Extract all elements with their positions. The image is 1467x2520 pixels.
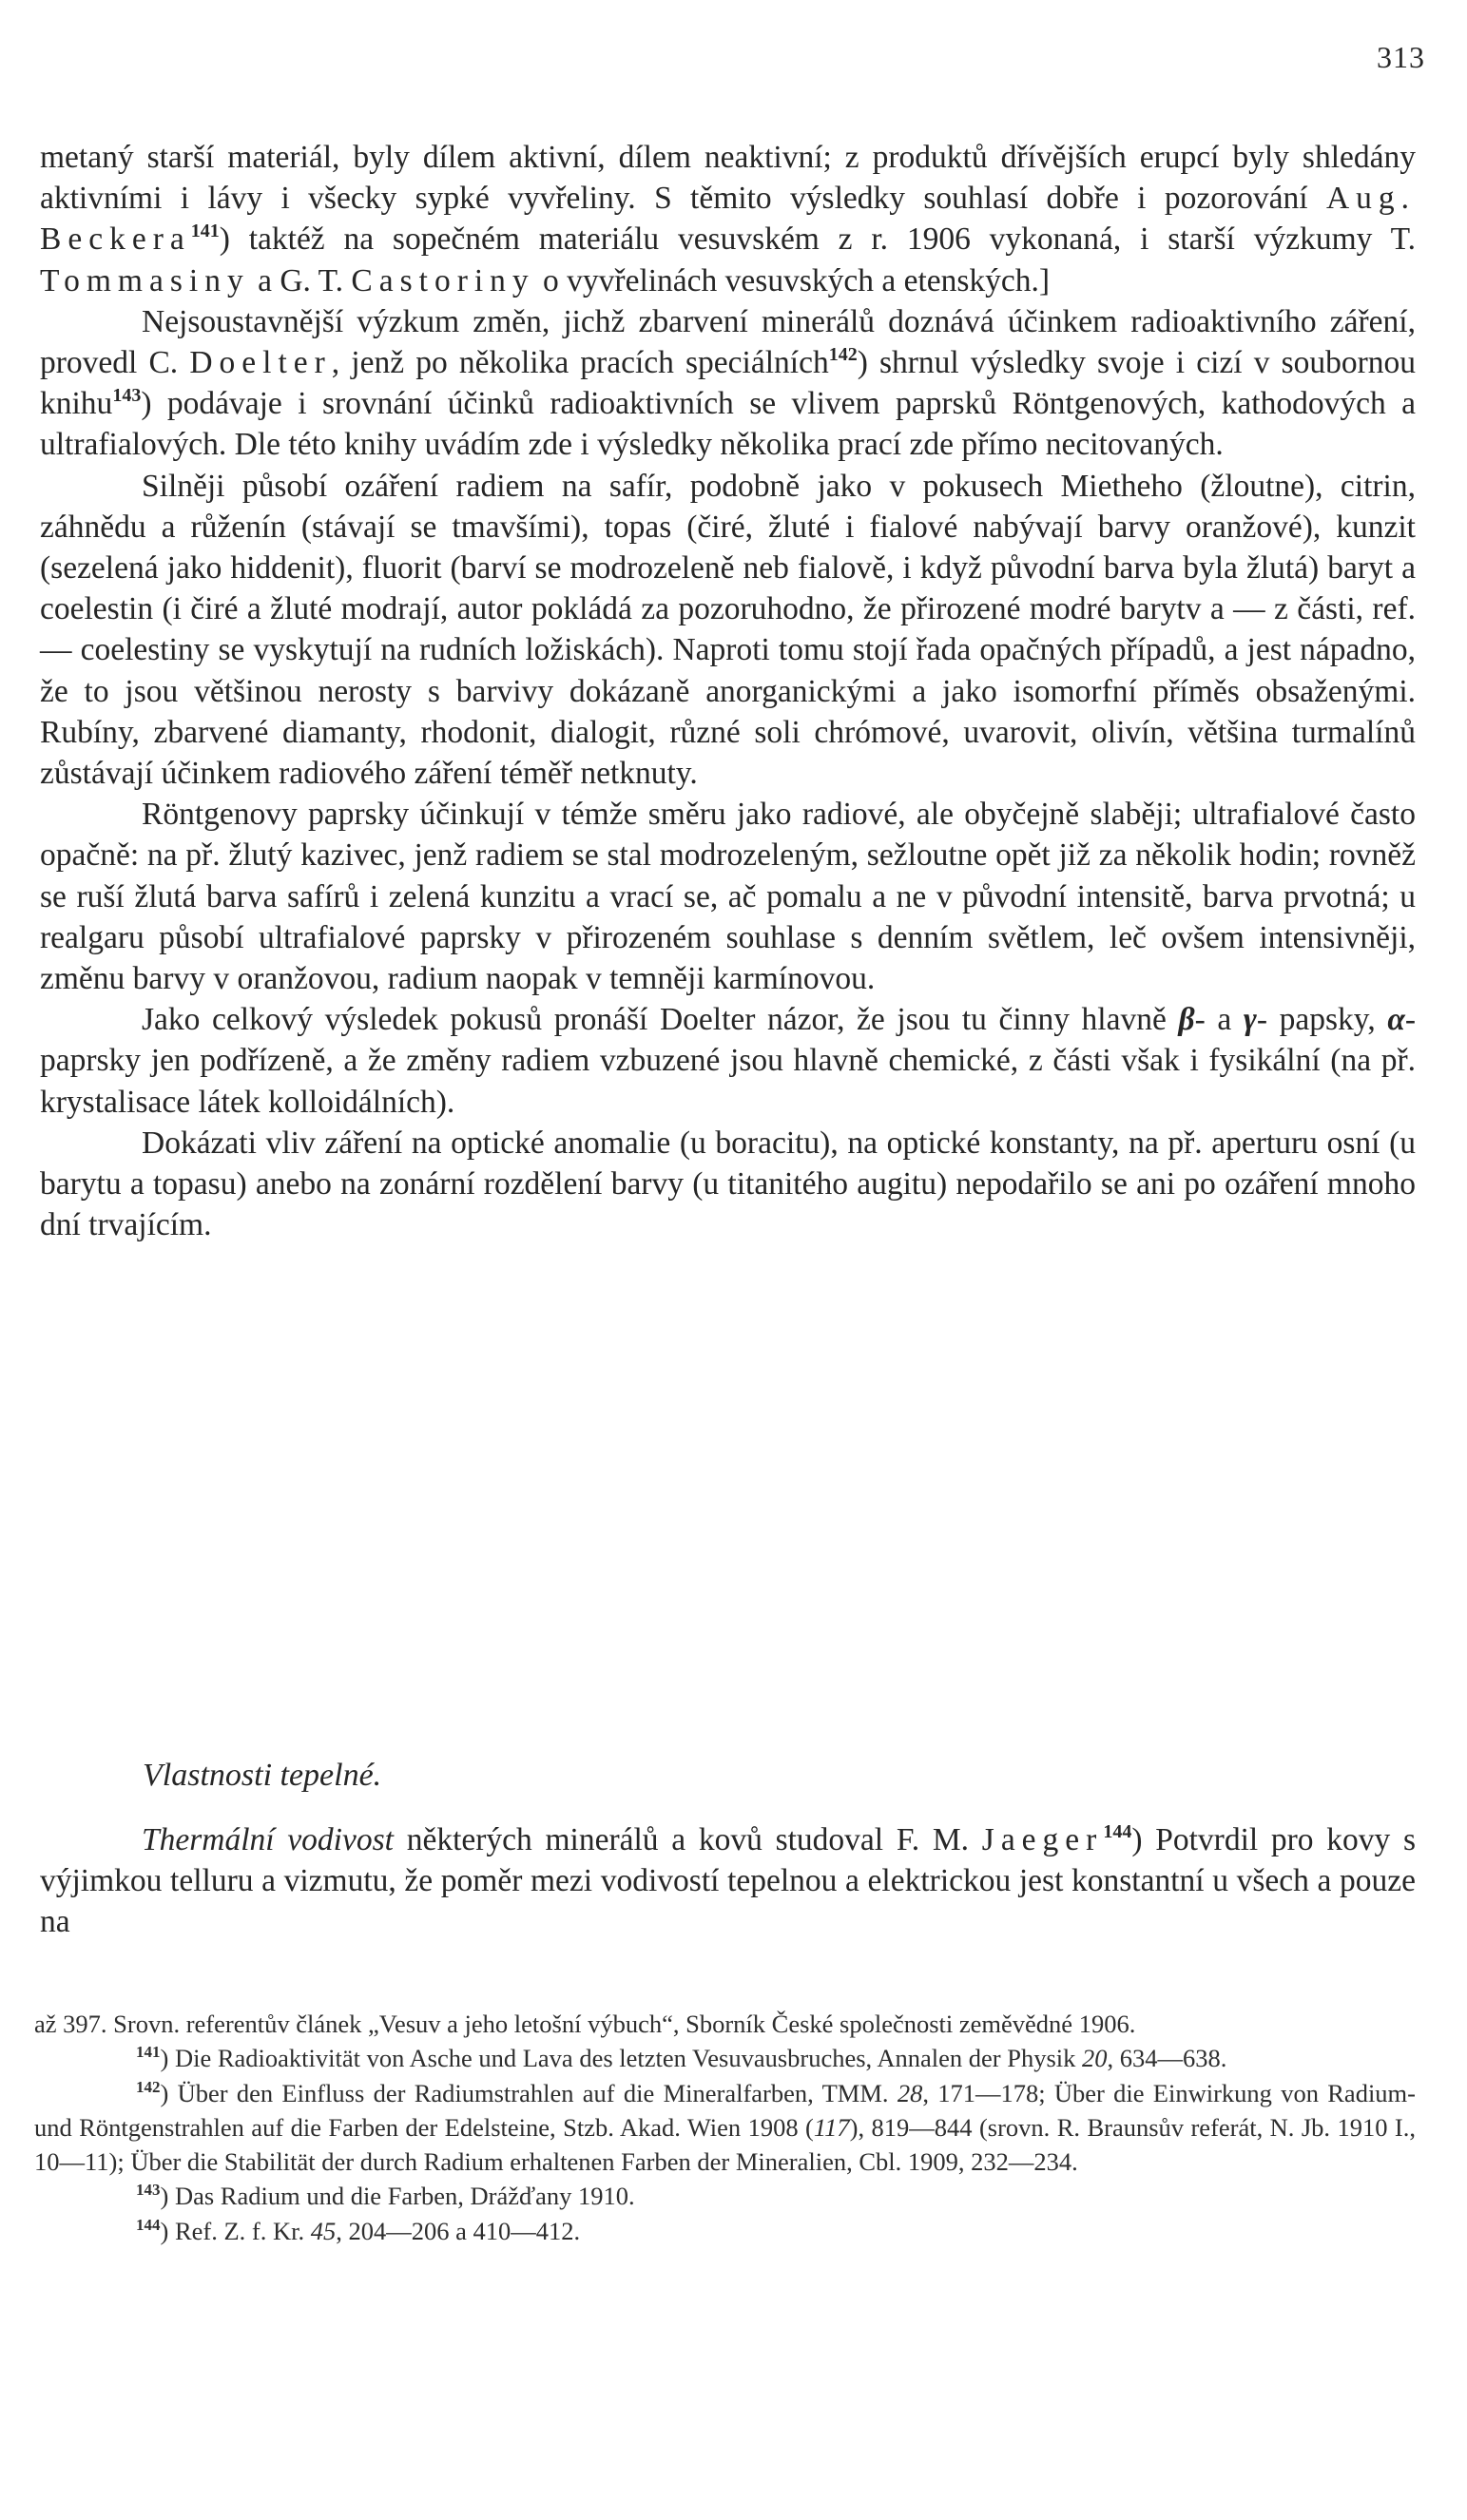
footnote-141-text-2: , 634—638. <box>1107 2044 1227 2073</box>
paragraph-1-text-4: o vyvřelinách vesuvských a etenských.] <box>543 262 1051 298</box>
paragraph-5-text-1: Jako celkový výsledek pokusů pronáší Doelter názor, že jsou tu činny hlavně <box>142 1002 1167 1038</box>
footnote-142-text-1: ) Über den Einfluss der Radiumstrahlen auf die Mineralfarben, TMM. <box>160 2078 889 2107</box>
greek-alpha: α <box>1387 1002 1405 1038</box>
author-name-doelter: Doelter <box>189 345 332 381</box>
footnote-144-volume: 45 <box>310 2216 337 2245</box>
section-text <box>40 1819 1416 1943</box>
paragraph-1-text-3: a G. T. <box>258 262 344 298</box>
paragraph-1-line-2: dřívějších erupcí byly shledány aktivními i lávy i všecky sypké vyvřeliny. <box>40 140 1416 217</box>
paragraph-5 <box>40 999 1416 1123</box>
paragraph-1-line-1: metaný starší materiál, byly dílem aktivní, dílem neaktivní; z produktů <box>40 140 988 175</box>
footnote-ref-143: 143 <box>112 385 142 407</box>
paragraph-4: Röntgenovy paprsky účinkují v témže směru jako radiové, ale obyčejně slaběji; ultrafialové často opačně: na př. žlutý kazivec, jenž radiem se stal modrozeleným, sežloutne opět již za několik hodin; rovněž se ruší žlutá barva safírů i zelená kunzitu a vrací se, ač pomalu a ne v původní intensitě, barva prvotná; u realgaru působí ultrafialové paprsky v přirozeném souhlase s denním světlem, leč ovšem intensivněji, změnu barvy v oranžovou, radium naopak v temněji karmínovou. <box>40 797 1416 997</box>
paragraph-2-text-4: ) podávaje i srovnání účinků radioaktivních se vlivem paprsků Röntgenových, kathodových a ultrafialových. Dle této knihy uvádím zde i výsledky několika prací zde přímo necitovaných. <box>40 386 1416 463</box>
greek-gamma: γ <box>1243 1002 1257 1038</box>
footnote-141-volume: 20 <box>1082 2044 1108 2073</box>
footnote-continuation: až 397. Srovn. referentův článek „Vesuv a jeho letošní výbuch“, Sborník České společnosti zeměvědné 1906. <box>34 2010 1136 2038</box>
footnote-142-text-2: , 171—178; Über die Einwirkung von Radium- und Röntgenstrahlen auf die Farben der Edelsteine, Stzb. Akad. Wien 1908 ( <box>34 2078 1416 2142</box>
footnote-144-text-2: , 204—206 a 410—412. <box>336 2216 581 2245</box>
paragraph-2 <box>40 301 1416 466</box>
paragraph-3: Silněji působí ozáření radiem na safír, podobně jako v pokusech Mietheho (žloutne), citrin, záhnědu a růženín (stávají se tmavšími), topas (čiré, žluté i fialové nabývají barvy oranžové), kunzit (sezelená jako hiddenit), fluorit (barví se modrozeleně neb fialově, i když původní barva byla žlutá) baryt a coelestin (i čiré a žluté modrají, autor pokládá za pozoruhodno, že přirozené modré barytv a — z části, ref. — coelestiny se vyskytují na rudních ložiskách). Naproti tomu stojí řada opačných případů, a jest nápadno, že to jsou většinou nerosty s barvivy dokázaně anorganickými a jako isomorfní příměs obsaženými. Rubíny, zbarvené diamanty, rhodonit, dialogit, různé soli chrómové, uvarovit, olivín, většina turmalínů zůstávají účinkem radiového záření téměř netknuty. <box>40 468 1416 792</box>
footnote-142-mark: 142 <box>136 2077 161 2096</box>
footnote-ref-142: 142 <box>828 344 858 366</box>
paragraph-5-text-3: - papsky, <box>1256 1002 1376 1038</box>
footnote-143 <box>34 2179 1416 2213</box>
paragraph-1-text-2: ) taktéž na sopečném materiálu vesuvském z r. 1906 vykonaná, i starší výzkumy T. <box>219 221 1416 258</box>
footnote-142-volume-1: 28 <box>897 2078 923 2107</box>
author-name-tommasina: Tommasiny <box>40 262 250 298</box>
footnote-ref-141: 141 <box>190 221 220 242</box>
thermal-lead: Thermální vodivost <box>142 1822 394 1857</box>
footnote-143-text-1: ) Das Radium und die Farben, Drážďany 1910. <box>160 2182 635 2211</box>
footnote-142-volume-2: 117 <box>813 2112 850 2142</box>
author-name-castorina: Castoriny <box>351 262 535 298</box>
paragraph-2-text-2: , jenž po několika pracích speciálních <box>331 345 829 381</box>
author-name-becker: Aug. Beckera <box>40 181 1417 258</box>
paragraph-thermal <box>40 1819 1416 1943</box>
footnotes <box>34 2007 1416 2248</box>
footnote-144 <box>34 2214 1416 2248</box>
greek-beta: β <box>1178 1002 1195 1038</box>
section-heading: Vlastnosti tepelné. <box>143 1758 382 1793</box>
paragraph-2-text-3: ) shrnul výsledky svoje i cizí v soubornou knihu <box>40 345 1417 422</box>
author-name-jaeger: Jaeger <box>981 1822 1104 1857</box>
footnote-144-mark: 144 <box>136 2215 161 2234</box>
paragraph-2-text-1: Nejsoustavnější výzkum změn, jichž zbarvení minerálů doznává účinkem radioaktivního záření, provedl C. <box>40 303 1416 381</box>
paragraph-5-text-4: -paprsky jen podřízeně, a že změny radiem vzbuzené jsou hlavně chemické, z části však i fysikální (na př. krystalisace látek kolloidálních). <box>40 1002 1417 1120</box>
footnote-142 <box>34 2076 1416 2180</box>
footnote-141 <box>34 2041 1416 2075</box>
thermal-text-1: některých minerálů a kovů studoval F. M. <box>406 1822 970 1857</box>
paragraph-5-text-2: - a <box>1194 1002 1232 1038</box>
thermal-text-2: ) Potvrdil pro kovy s výjimkou telluru a vizmutu, že poměr mezi vodivostí tepelnou a elektrickou jest konstantní u všech a pouze na <box>40 1822 1417 1940</box>
footnote-ref-144: 144 <box>1103 1821 1132 1842</box>
footnote-144-text-1: ) Ref. Z. f. Kr. <box>160 2216 305 2245</box>
paragraph-6: Dokázati vliv záření na optické anomalie (u boracitu), na optické konstanty, na př. aperturu osní (u barytu a topasu) anebo na zonární rozdělení barvy (u titanitého augitu) nepodařilo se ani po ozáření mnoho dní trvajícím. <box>40 1125 1416 1243</box>
paragraph-1-line-3: S těmito výsledky souhlasí dobře i pozorování <box>654 181 1308 217</box>
footnote-141-text-1: ) Die Radioaktivität von Asche und Lava des letzten Vesuvausbruches, Annalen der Physik <box>160 2044 1076 2073</box>
footnote-143-mark: 143 <box>136 2181 161 2200</box>
page-number: 313 <box>1377 40 1425 74</box>
footnote-141-mark: 141 <box>136 2043 161 2062</box>
main-text <box>40 137 1416 1245</box>
paragraph-1 <box>40 137 1416 301</box>
footnote-142-text-3: ), 819—844 (srovn. R. Braunsův referát, N. Jb. 1910 I., 10—11); Über die Stabilität der durch Radium erhaltenen Farben der Mineralien, Cbl. 1909, 232—234. <box>34 2112 1416 2177</box>
